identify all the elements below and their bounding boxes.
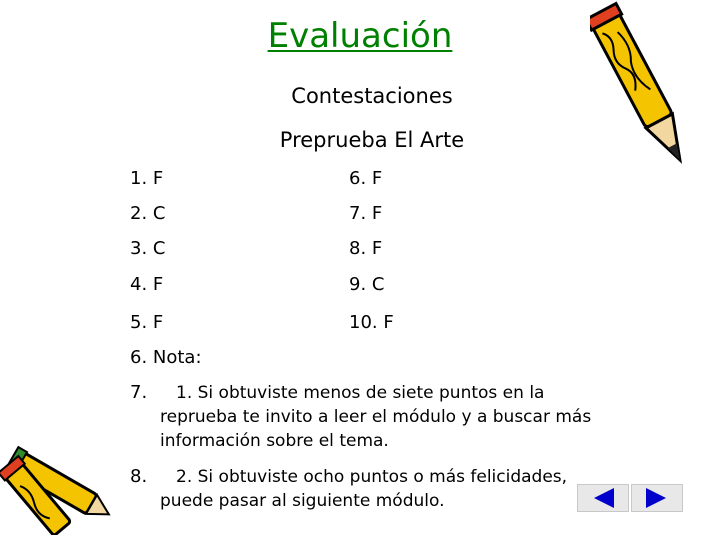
answer-4: 4. F: [130, 274, 164, 295]
item-7-rest: reprueba te invito a leer el módulo y a buscar más información sobre el tema.: [160, 407, 592, 451]
answer-10: 10. F: [349, 312, 394, 333]
item-7-line-1: 1. Si obtuviste menos de siete puntos en la: [176, 383, 545, 403]
item-7-text: [160, 381, 600, 453]
item-8-text: [160, 465, 610, 513]
answer-5: 5. F: [130, 312, 164, 333]
item-8-number: 8.: [130, 466, 148, 487]
answer-9: 9. C: [349, 274, 385, 295]
subtitle: Contestaciones: [291, 84, 453, 108]
answer-8: 8. F: [349, 238, 383, 259]
item-8-rest: puede pasar al siguiente módulo.: [160, 491, 445, 511]
section-heading: Preprueba El Arte: [279, 128, 465, 152]
answer-2: 2. C: [130, 203, 166, 224]
previous-button[interactable]: [577, 484, 629, 512]
note-label: 6. Nota:: [130, 347, 202, 368]
next-button[interactable]: [631, 484, 683, 512]
triangle-right-icon: [632, 485, 682, 511]
pencil-icon: [590, 0, 700, 180]
answer-1: 1. F: [130, 168, 164, 189]
answer-6: 6. F: [349, 168, 383, 189]
item-8-line-1: 2. Si obtuviste ocho puntos o más felicidades,: [176, 467, 568, 487]
answer-7: 7. F: [349, 203, 383, 224]
triangle-left-icon: [578, 485, 628, 511]
answer-3: 3. C: [130, 238, 166, 259]
item-7-number: 7.: [130, 382, 148, 403]
page-title: Evaluación: [267, 16, 453, 56]
pencils-icon: [0, 430, 120, 535]
